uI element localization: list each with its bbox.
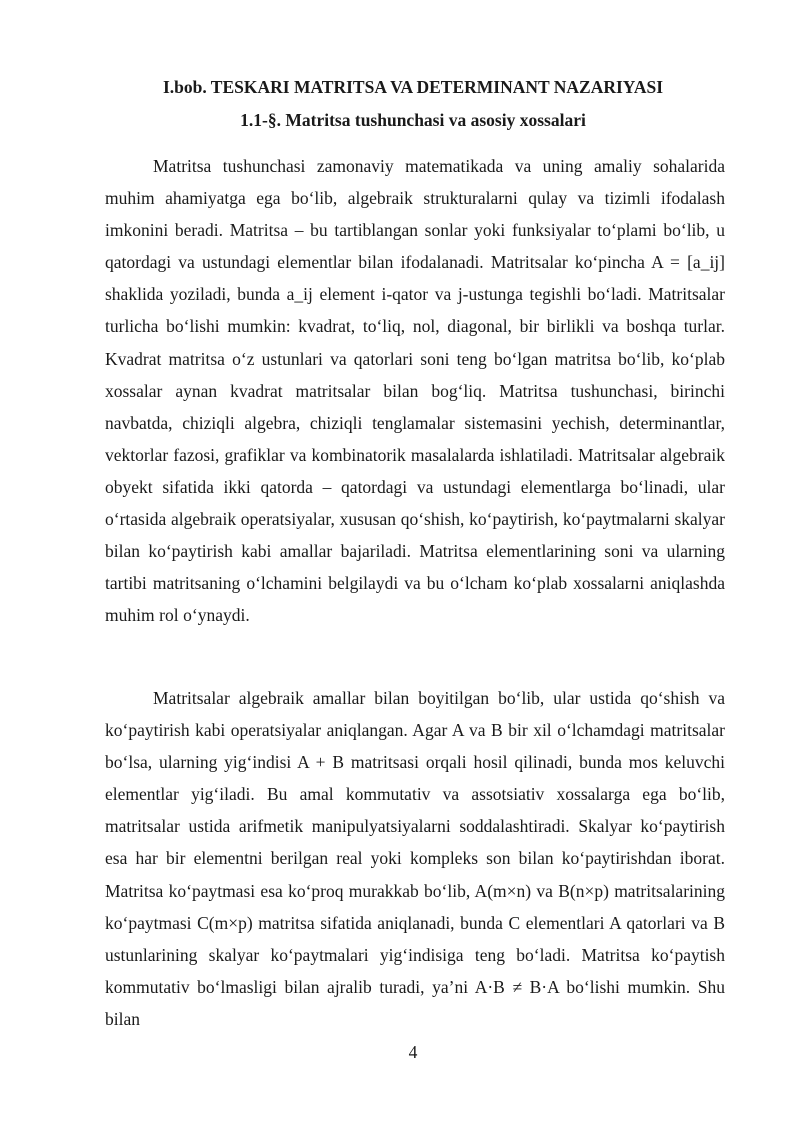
page-number: 4 — [408, 1042, 418, 1062]
body-paragraph-1: Matritsa tushunchasi zamonaviy matematikada va uning amaliy sohalarida muhim ahamiyatga ega bo‘lib, algebraik strukturalarni qulay va tizimli ifodalash imkonini beradi. Matritsa – bu tartiblangan sonlar yoki funksiyalar to‘plami bo‘lib, u qatordagi va ustundagi elementlar bilan ifodalanadi. Matritsalar ko‘pincha A = [a_ij] shaklida yoziladi, bunda a_ij element i-qator va j-ustunga tegishli bo‘ladi. Matritsalar turlicha bo‘lishi mumkin: kvadrat, to‘liq, nol, diagonal, bir birlikli va boshqa turlar. Kvadrat matritsa o‘z ustunlari va qatorlari soni teng bo‘lgan matritsa bo‘lib, ko‘plab xossalar aynan kvadrat matritsalar bilan bog‘liq. Matritsa tushunchasi, birinchi navbatda, chiziqli algebra, chiziqli tenglamalar sistemasini yechish, determinantlar, vektorlar fazosi, grafiklar va kombinatorik masalalarda ishlatiladi. Matritsalar algebraik obyekt sifatida ikki qatorda – qatordagi va ustundagi elementlarga bo‘linadi, ular o‘rtasida algebraik operatsiyalar, xususan qo‘shish, ko‘paytirish, ko‘paytmalarni skalyar bilan ko‘paytirish kabi amallar bajariladi. Matritsa elementlarining soni va ularning tartibi matritsaning o‘lchamini belgilaydi va bu o‘lcham ko‘plab xossalarni aniqlashda muhim rol o‘ynaydi. — [105, 156, 725, 626]
chapter-title: I.bob. TESKARI MATRITSA VA DETERMINANT NAZARIYASI — [162, 77, 664, 97]
body-paragraph-2: Matritsalar algebraik amallar bilan boyitilgan bo‘lib, ular ustida qo‘shish va ko‘paytirish kabi operatsiyalar aniqlangan. Agar A va B bir xil o‘lchamdagi matritsalar bo‘lsa, ularning yig‘indisi A + B matritsasi orqali hosil qilinadi, bunda mos keluvchi elementlar yig‘iladi. Bu amal kommutativ va assotsiativ xossalarga ega bo‘lib, matritsalar ustida arifmetik manipulyatsiyalarni soddalashtiradi. Skalyar ko‘paytirish esa har bir elementni berilgan real yoki kompleks son bilan ko‘paytirishdan iborat. Matritsa ko‘paytmasi esa ko‘proq murakkab bo‘lib, A(m×n) va B(n×p) matritsalarining ko‘paytmasi C(m×p) matritsa sifatida aniqlanadi, bunda C elementlari A qatorlari va B ustunlarining skalyar ko‘paytmalari yig‘indisiga teng bo‘ladi. Matritsa ko‘paytish kommutativ bo‘lmasligi bilan ajralib turadi, ya’ni A·B ≠ B·A bo‘lishi mumkin. Shu bilan — [105, 688, 725, 1029]
section-title: 1.1-§. Matritsa tushunchasi va asosiy xossalari — [240, 110, 586, 130]
